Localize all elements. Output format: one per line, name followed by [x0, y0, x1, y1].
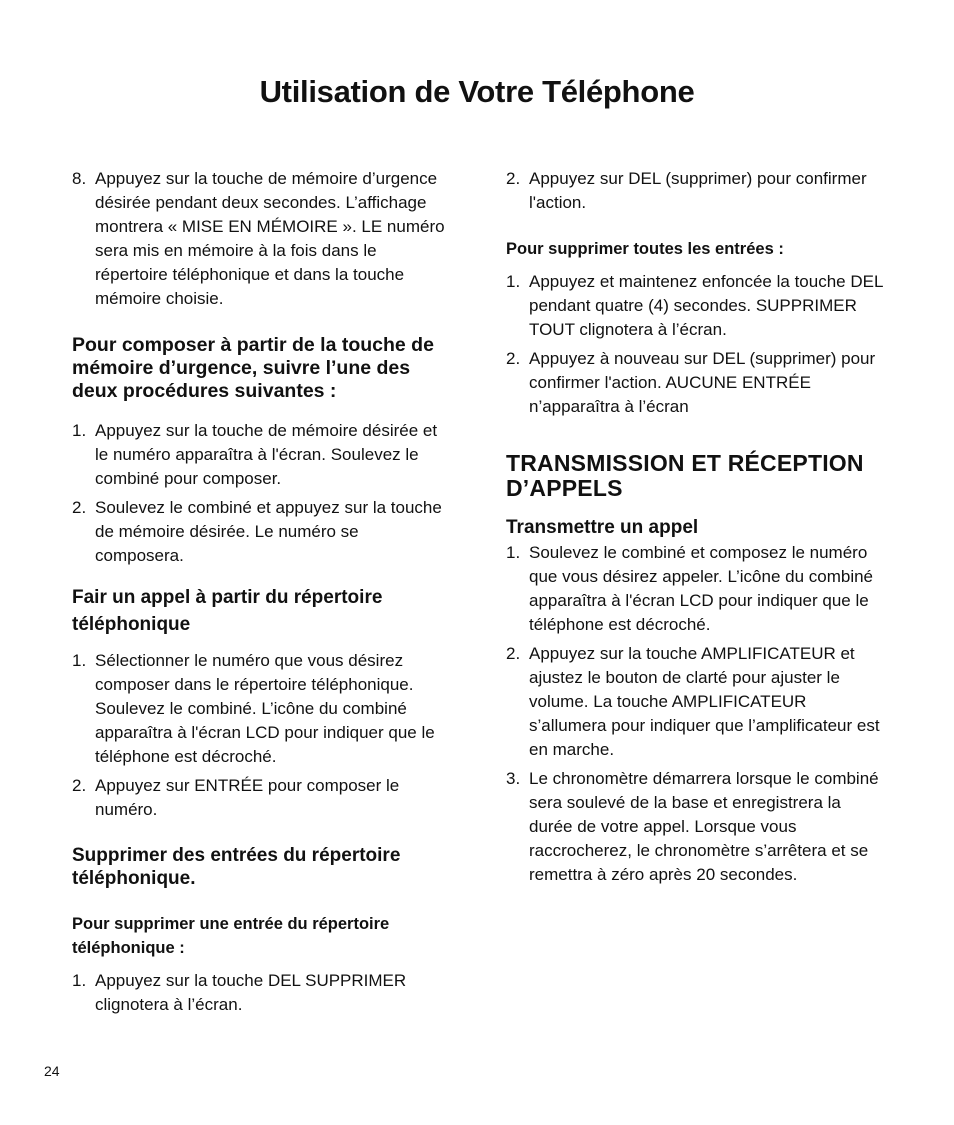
item-number: 2. — [72, 498, 87, 517]
item-number: 3. — [506, 769, 521, 788]
item-text: Appuyez sur la touche de mémoire d’urgence désirée pendant deux secondes. L’affichage montrera « MISE EN MÉMOIRE ». LE numéro sera mis en mémoire à la fois dans le répertoire téléphonique et dans la touche mémoire choisie. — [95, 169, 445, 308]
page-number: 24 — [44, 1063, 60, 1079]
item-text: Soulevez le combiné et composez le numéro que vous désirez appeler. L’icône du combiné apparaîtra à l'écran LCD pour indiquer que le téléphone est décroché. — [529, 543, 874, 634]
list-item — [506, 642, 886, 762]
item-text: Appuyez sur ENTRÉE pour composer le numéro. — [95, 776, 400, 819]
list-item — [506, 767, 886, 887]
item-number: 2. — [72, 776, 87, 795]
item-text: Sélectionner le numéro que vous désirez composer dans le répertoire téléphonique. Soulevez le combiné. L’icône du combiné apparaîtra à l'écran LCD pour indiquer que le téléphone est décroché. — [95, 651, 435, 766]
item-text: Appuyez sur la touche AMPLIFICATEUR et ajustez le bouton de clarté pour ajuster le volume. La touche AMPLIFICATEUR s’allumera pour indiquer que l’amplificateur est en marche. — [529, 644, 880, 759]
transmit-heading: Transmettre un appel — [506, 517, 699, 538]
item-text: Appuyez et maintenez enfoncée la touche DEL pendant quatre (4) secondes. SUPPRIMER TOUT clignotera à l’écran. — [529, 272, 883, 339]
emergency-heading: Pour composer à partir de la touche de mémoire d’urgence, suivre l’une des deux procédures suivantes : — [72, 334, 434, 402]
item-number: 2. — [506, 169, 521, 188]
list-item — [72, 419, 452, 491]
list-item — [72, 496, 452, 568]
page-title: Utilisation de Votre Téléphone — [259, 74, 695, 109]
right-column — [506, 167, 886, 887]
item-number: 1. — [506, 543, 521, 562]
delete-heading: Supprimer des entrées du répertoire téléphonique. — [72, 845, 401, 889]
item-number: 1. — [72, 971, 87, 990]
item-number: 1. — [506, 272, 521, 291]
list-item — [506, 167, 886, 215]
delete-all-heading: Pour supprimer toutes les entrées : — [506, 240, 784, 258]
list-item — [506, 270, 886, 342]
list-item — [72, 969, 452, 1017]
list-item — [72, 649, 452, 769]
item-number: 8. — [72, 169, 87, 188]
item-number: 2. — [506, 349, 521, 368]
item-number: 2. — [506, 644, 521, 663]
delete-one-heading: Pour supprimer une entrée du répertoire téléphonique : — [72, 915, 390, 957]
list-item — [506, 347, 886, 419]
list-item — [506, 541, 886, 637]
list-item — [72, 167, 452, 311]
left-column — [72, 167, 452, 1017]
section-heading: TRANSMISSION ET RÉCEPTION D’APPELS — [506, 450, 864, 501]
item-text: Appuyez à nouveau sur DEL (supprimer) pour confirmer l'action. AUCUNE ENTRÉE n’apparaîtra à l’écran — [529, 349, 876, 416]
item-text: Le chronomètre démarrera lorsque le combiné sera soulevé de la base et enregistrera la durée de votre appel. Lorsque vous raccrocherez, le chronomètre s’arrêtera et se remettra à zéro après 20 secondes. — [529, 769, 879, 884]
item-number: 1. — [72, 421, 87, 440]
item-text: Soulevez le combiné et appuyez sur la touche de mémoire désirée. Le numéro se composera. — [95, 498, 442, 565]
directory-heading: Fair un appel à partir du répertoire téléphonique — [72, 587, 383, 635]
list-item — [72, 774, 452, 822]
item-number: 1. — [72, 651, 87, 670]
item-text: Appuyez sur DEL (supprimer) pour confirmer l'action. — [529, 169, 867, 212]
item-text: Appuyez sur la touche DEL SUPPRIMER clignotera à l’écran. — [95, 971, 407, 1014]
item-text: Appuyez sur la touche de mémoire désirée et le numéro apparaîtra à l'écran. Soulevez le combiné pour composer. — [95, 421, 438, 488]
